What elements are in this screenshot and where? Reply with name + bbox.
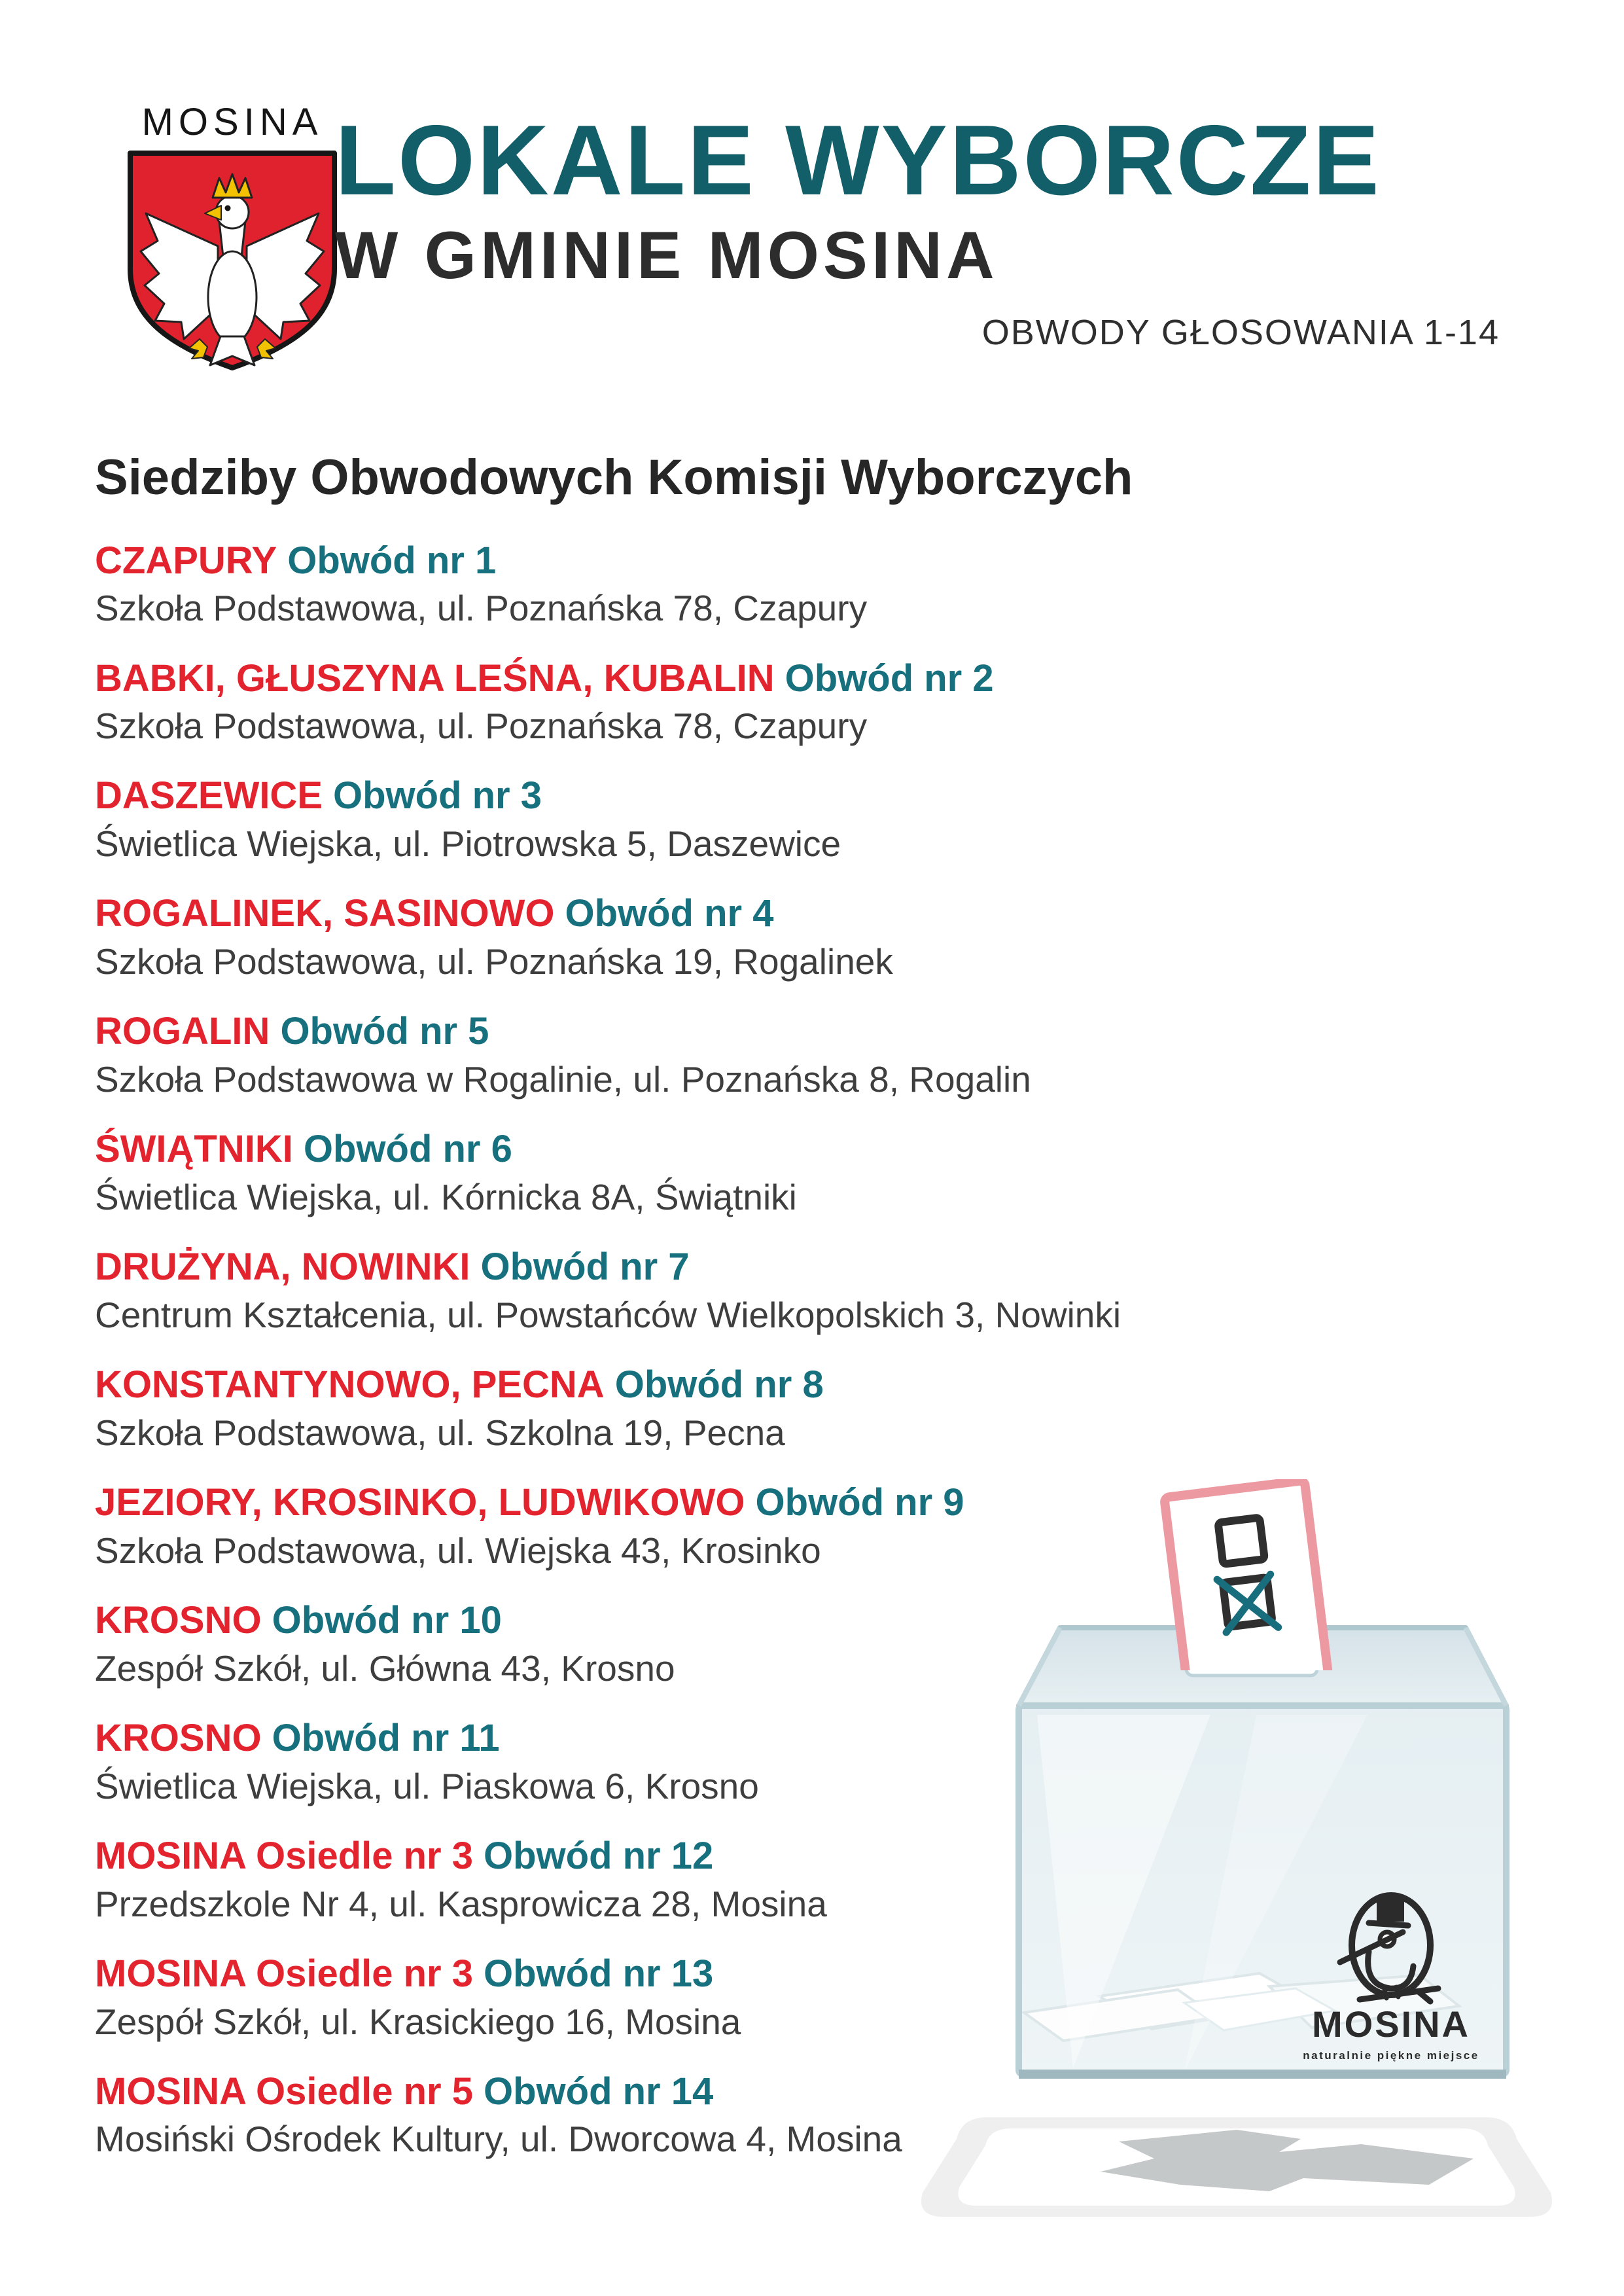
header — [335, 105, 1500, 353]
district-area-label: DASZEWICE — [95, 774, 323, 817]
page-title: LOKALE WYBORCZE — [335, 105, 1381, 216]
district-number-label: Obwód nr 8 — [614, 1363, 824, 1407]
district-area-label: ROGALIN — [95, 1010, 270, 1053]
district-entry-title — [95, 657, 1246, 701]
district-area-label: KROSNO — [95, 1599, 262, 1642]
district-entry-title — [95, 774, 1246, 818]
district-entry-title — [95, 892, 1246, 936]
district-number-label: Obwód nr 3 — [333, 774, 542, 817]
district-entry — [95, 657, 1246, 747]
district-number-label: Obwód nr 1 — [287, 539, 497, 582]
district-address: Szkoła Podstawowa, ul. Wiejska 43, Krosinko — [95, 1530, 821, 1571]
district-entry-title — [95, 539, 1246, 583]
district-address: Świetlica Wiejska, ul. Piotrowska 5, Daszewice — [95, 823, 841, 865]
district-area-label: ŚWIĄTNIKI — [95, 1128, 293, 1171]
voting-districts-range-label: OBWODY GŁOSOWANIA 1-14 — [981, 313, 1500, 353]
district-entry — [95, 1246, 1246, 1336]
district-entry-title — [95, 1010, 1246, 1054]
district-entry — [95, 774, 1246, 865]
district-entry — [95, 1128, 1246, 1218]
district-address: Szkoła Podstawowa, ul. Szkolna 19, Pecna — [95, 1412, 785, 1453]
district-entry — [95, 1010, 1246, 1100]
district-entry-title — [95, 1128, 1246, 1172]
ballot-box-illustration — [903, 1479, 1570, 2271]
section-heading: Siedziby Obwodowych Komisji Wyborczych — [95, 450, 1133, 505]
district-number-label: Obwód nr 12 — [484, 1834, 714, 1877]
district-number-label: Obwód nr 2 — [785, 656, 994, 700]
coat-of-arms-block — [121, 103, 344, 376]
district-number-label: Obwód nr 6 — [303, 1128, 512, 1171]
district-number-label: Obwód nr 7 — [480, 1246, 690, 1289]
district-number-label: Obwód nr 13 — [484, 1952, 714, 1995]
page-subtitle: W GMINIE MOSINA — [335, 218, 998, 293]
coat-of-arms-label: MOSINA — [141, 101, 323, 143]
district-address: Szkoła Podstawowa, ul. Poznańska 19, Rogalinek — [95, 941, 893, 982]
district-entry-title — [95, 1246, 1246, 1289]
logo-tagline: naturalnie piękne miejsce — [1303, 2049, 1479, 2062]
district-entry-title — [95, 1363, 1246, 1407]
district-area-label: CZAPURY — [95, 539, 277, 582]
district-address: Szkoła Podstawowa, ul. Poznańska 78, Czapury — [95, 706, 868, 747]
district-address: Zespół Szkół, ul. Główna 43, Krosno — [95, 1647, 675, 1689]
district-area-label: BABKI, GŁUSZYNA LEŚNA, KUBALIN — [95, 656, 775, 700]
district-area-label: MOSINA Osiedle nr 3 — [95, 1952, 473, 1995]
shadow-mat — [921, 2117, 1552, 2217]
district-address: Przedszkole Nr 4, ul. Kasprowicza 28, Mosina — [95, 1883, 827, 1924]
district-number-label: Obwód nr 9 — [755, 1481, 964, 1524]
district-address: Szkoła Podstawowa w Rogalinie, ul. Poznańska 8, Rogalin — [95, 1059, 1031, 1100]
district-entry — [95, 892, 1246, 982]
district-area-label: KONSTANTYNOWO, PECNA — [95, 1363, 605, 1407]
district-address: Centrum Kształcenia, ul. Powstańców Wielkopolskich 3, Nowinki — [95, 1294, 1121, 1335]
district-address: Zespół Szkół, ul. Krasickiego 16, Mosina — [95, 2001, 741, 2042]
district-number-label: Obwód nr 14 — [484, 2070, 714, 2113]
district-area-label: MOSINA Osiedle nr 3 — [95, 1834, 473, 1877]
district-address: Świetlica Wiejska, ul. Piaskowa 6, Krosno — [95, 1765, 759, 1806]
district-address: Świetlica Wiejska, ul. Kórnicka 8A, Świątniki — [95, 1176, 797, 1217]
logo-title: MOSINA — [1312, 2003, 1470, 2045]
district-area-label: KROSNO — [95, 1716, 262, 1759]
district-area-label: MOSINA Osiedle nr 5 — [95, 2070, 473, 2113]
district-entry — [95, 1363, 1246, 1454]
district-address: Szkoła Podstawowa, ul. Poznańska 78, Czapury — [95, 588, 868, 629]
district-number-label: Obwód nr 4 — [565, 892, 774, 935]
mosina-coat-of-arms-icon — [121, 148, 344, 376]
district-area-label: JEZIORY, KROSINKO, LUDWIKOWO — [95, 1481, 745, 1524]
district-address: Mosiński Ośrodek Kultury, ul. Dworcowa 4, Mosina — [95, 2119, 902, 2160]
district-number-label: Obwód nr 5 — [280, 1010, 489, 1053]
district-area-label: DRUŻYNA, NOWINKI — [95, 1246, 470, 1289]
district-number-label: Obwód nr 11 — [272, 1716, 500, 1759]
district-area-label: ROGALINEK, SASINOWO — [95, 892, 555, 935]
district-number-label: Obwód nr 10 — [272, 1599, 502, 1642]
district-entry — [95, 539, 1246, 630]
ballot-paper-icon — [1164, 1480, 1329, 1699]
